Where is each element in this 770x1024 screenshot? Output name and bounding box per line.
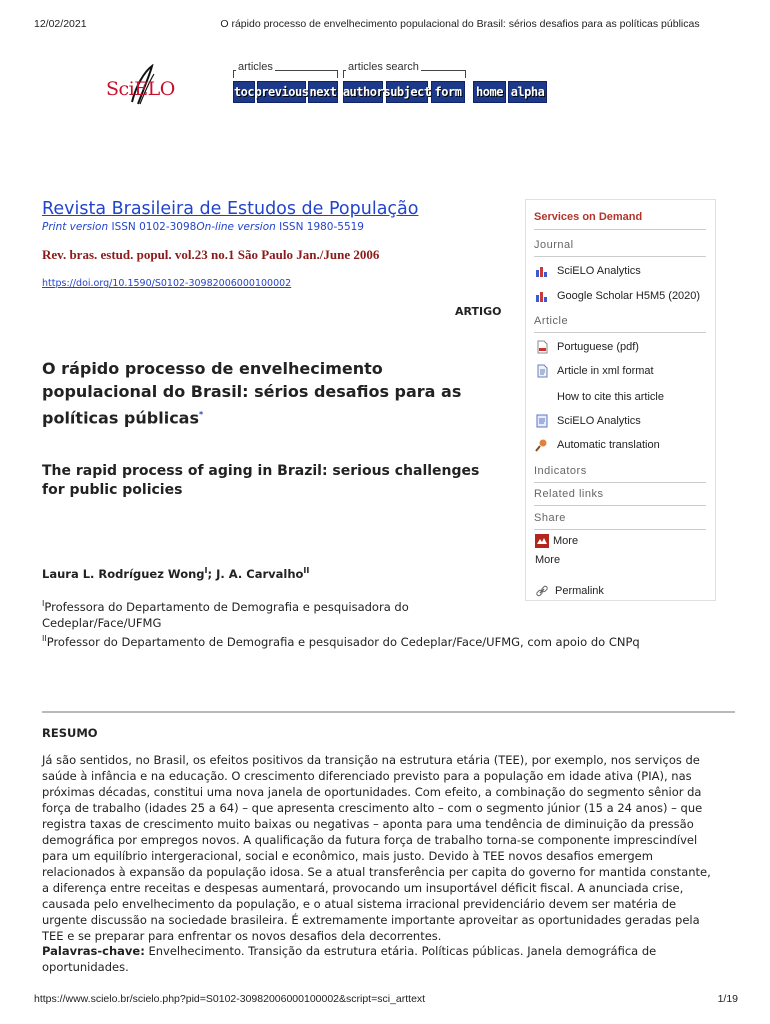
share-icon xyxy=(535,534,549,548)
affiliation-1-cont: Cedeplar/Face/UFMG xyxy=(42,615,162,630)
divider xyxy=(534,256,706,257)
resumo-line: demográfica por empregos novos. A qualificação da futura força de trabalho torna-se componente imprescindível xyxy=(42,833,698,847)
resumo-line: registra taxas de crescimento muito baixas ou negativas – aponta para uma tendência de diminuição da pressão xyxy=(42,817,694,831)
share-label: Share xyxy=(534,512,566,524)
author-1: Laura L. Rodríguez Wong xyxy=(42,566,205,581)
section-label: ARTIGO xyxy=(455,305,502,318)
permalink-label: Permalink xyxy=(555,585,604,597)
article-section-label: Article xyxy=(534,315,569,327)
resumo-line: urgente discussão na sociedade brasileira. É extremamente importante aproveitar as oportunidades geradas pela xyxy=(42,913,700,927)
print-page-title: O rápido processo de envelhecimento populacional do Brasil: sérios desafios para as políticas públicas xyxy=(220,18,700,30)
nav-bracket-tick xyxy=(465,70,466,78)
divider xyxy=(534,505,706,506)
resumo-line: relacionados à expansão da população idosa. Se a atual transferência per capita do governo for mantida constante, xyxy=(42,865,711,879)
article-title-pt-last: políticas públicas xyxy=(42,408,199,428)
article-title-en-line: for public policies xyxy=(42,482,183,498)
translate-icon xyxy=(535,438,549,452)
how-to-cite-label: How to cite this article xyxy=(557,391,664,403)
print-issn: ISSN 0102-3098 xyxy=(111,221,197,233)
nav-bracket-tick xyxy=(233,70,234,78)
scielo-logo-text: SciELO xyxy=(106,78,175,100)
divider xyxy=(534,229,706,230)
document-icon xyxy=(535,414,549,428)
portuguese-pdf-label: Portuguese (pdf) xyxy=(557,341,639,353)
affiliation-2-text: Professor do Departamento de Demografia e pesquisador do Cedeplar/Face/UFMG, com apoio do CNPq xyxy=(46,634,640,649)
resumo-line: para um equilíbrio intergeracional, social e econômico, mais justo. Devido à TEE novos desafios emergem xyxy=(42,849,653,863)
nav-alpha-button[interactable]: alpha xyxy=(508,81,547,103)
resumo-line: Já são sentidos, no Brasil, os efeitos positivos da transição na estrutura etária (TEE), por exemplo, nos serviços de xyxy=(42,753,700,767)
resumo-line: a diferença entre receitas e despesas aumentará, provocando um insuportável déficit fiscal. A anunciada crise, xyxy=(42,881,684,895)
nav-bracket-tick xyxy=(343,70,344,78)
share-more-text[interactable]: More xyxy=(535,554,561,566)
permalink-link[interactable] xyxy=(535,584,604,598)
bar-chart-icon xyxy=(535,289,549,303)
bar-chart-icon xyxy=(535,264,549,278)
portuguese-pdf-link[interactable] xyxy=(535,340,639,354)
print-date: 12/02/2021 xyxy=(34,18,87,30)
nav-search-label: articles search xyxy=(348,61,419,73)
indicators-label[interactable]: Indicators xyxy=(534,465,587,477)
affiliation-2 xyxy=(42,631,732,650)
keywords-text: Envelhecimento. Transição da estrutura etária. Políticas públicas. Janela demográfica de xyxy=(144,944,657,958)
author-separator: ; J. A. Carvalho xyxy=(207,566,304,581)
automatic-translation-link[interactable] xyxy=(535,438,660,452)
affiliations xyxy=(42,596,732,650)
keywords xyxy=(42,943,742,975)
print-url: https://www.scielo.br/scielo.php?pid=S0102-30982006000100002&script=sci_arttext xyxy=(34,993,426,1005)
nav-next-button[interactable]: next xyxy=(308,81,338,103)
section-divider xyxy=(42,711,735,713)
divider xyxy=(534,529,706,530)
author-1-sup: I xyxy=(204,566,208,575)
journal-title-link[interactable]: Revista Brasileira de Estudos de População xyxy=(42,199,419,219)
nav-form-button[interactable]: form xyxy=(431,81,465,103)
resumo-line: saúde à infância e na educação. O crescimento diferenciado previsto para a população em idade ativa (PIA), nas xyxy=(42,769,692,783)
google-scholar-label: Google Scholar H5M5 (2020) xyxy=(557,290,701,302)
automatic-translation-label: Automatic translation xyxy=(557,439,660,451)
doi-link[interactable]: https://doi.org/10.1590/S0102-30982006000100002 xyxy=(42,278,292,289)
print-version-label: Print version xyxy=(42,221,109,233)
resumo-body xyxy=(42,752,742,944)
resumo-line: força de trabalho (idades 25 a 64) – que apresenta crescimento alto – com o segmento júnior (15 a 24 anos) – que xyxy=(42,801,703,815)
blank-icon xyxy=(535,390,549,404)
affiliation-1-text: Professora do Departamento de Demografia e pesquisadora do xyxy=(44,599,409,614)
online-version-label: On-line version xyxy=(196,221,276,233)
share-more-link[interactable] xyxy=(535,534,578,548)
title-footnote-link[interactable]: * xyxy=(199,410,204,419)
pdf-icon xyxy=(535,340,549,354)
affiliation-1-sup: I xyxy=(42,599,45,608)
google-scholar-link[interactable] xyxy=(535,289,700,303)
authors-line xyxy=(42,566,309,581)
issn-line xyxy=(42,221,364,233)
keywords-line xyxy=(42,943,742,959)
scielo-logo[interactable] xyxy=(104,64,175,110)
print-page-number: 1/19 xyxy=(717,993,738,1005)
resumo-line: causada pelo envelhecimento da população, e o atual sistema irracional previdenciário devem ser matéria de xyxy=(42,897,677,911)
affiliation-2-sup: II xyxy=(42,633,47,643)
issue-citation: Rev. bras. estud. popul. vol.23 no.1 São Paulo Jan./June 2006 xyxy=(42,247,380,262)
xml-icon xyxy=(535,364,549,378)
article-title-pt-line xyxy=(42,403,512,429)
article-title-pt xyxy=(42,357,512,429)
share-more-label: More xyxy=(553,535,579,547)
link-icon xyxy=(535,584,549,598)
divider xyxy=(534,482,706,483)
article-title-pt-line: populacional do Brasil: sérios desafios para as xyxy=(42,382,462,401)
how-to-cite-link[interactable] xyxy=(535,390,664,404)
xml-format-link[interactable] xyxy=(535,364,654,378)
article-title-pt-line: O rápido processo de envelhecimento xyxy=(42,359,383,378)
online-issn: ISSN 1980-5519 xyxy=(279,221,364,233)
journal-section-label: Journal xyxy=(534,239,574,251)
keywords-line-2: oportunidades. xyxy=(42,960,129,974)
article-title-en xyxy=(42,462,512,500)
article-title-en-line: The rapid process of aging in Brazil: serious challenges xyxy=(42,463,480,479)
author-2-sup: II xyxy=(303,566,310,575)
journal-scielo-analytics-link[interactable] xyxy=(535,264,641,278)
services-title: Services on Demand xyxy=(534,211,643,223)
resumo-heading: RESUMO xyxy=(42,726,98,740)
related-links-label[interactable]: Related links xyxy=(534,488,604,500)
resumo-line: TEE e se preparar para enfrentar os novos desafios dela decorrentes. xyxy=(42,929,442,943)
article-scielo-analytics-link[interactable] xyxy=(535,414,641,428)
xml-format-label: Article in xml format xyxy=(557,365,654,377)
article-scielo-analytics-label: SciELO Analytics xyxy=(557,415,641,427)
nav-home-button[interactable]: home xyxy=(473,81,506,103)
divider xyxy=(534,332,706,333)
nav-toc-button[interactable]: toc xyxy=(233,81,255,103)
nav-author-button[interactable]: author xyxy=(343,81,383,103)
keywords-label: Palavras-chave: xyxy=(42,944,145,958)
nav-subject-button[interactable]: subject xyxy=(386,81,428,103)
nav-previous-button[interactable]: previous xyxy=(257,81,306,103)
journal-scielo-analytics-label: SciELO Analytics xyxy=(557,265,641,277)
resumo-line: próximas décadas, constitui uma nova janela de oportunidades. Com efeito, a combinação do segmento sênior da xyxy=(42,785,702,799)
nav-bracket-tick xyxy=(337,70,338,78)
nav-articles-label: articles xyxy=(238,61,273,73)
